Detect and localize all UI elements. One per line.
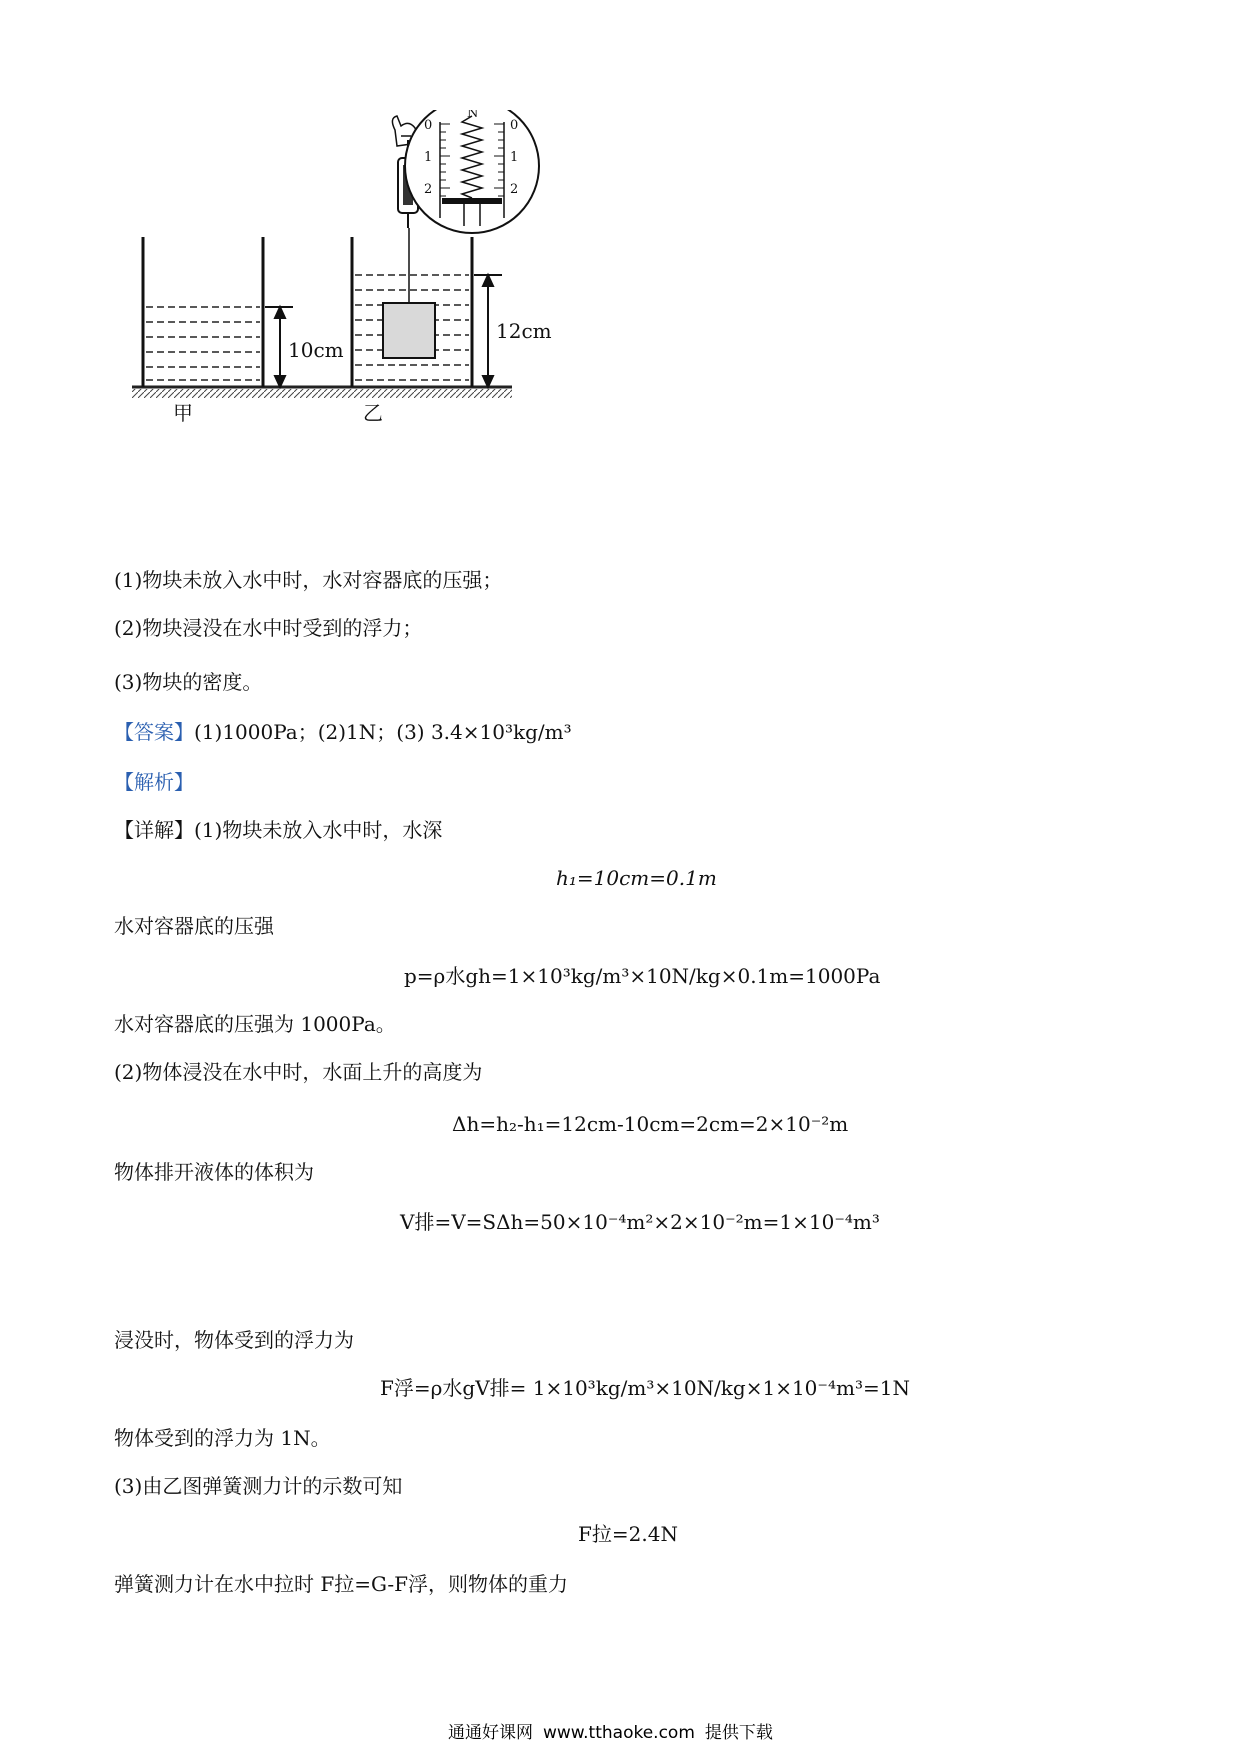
- equation-volume: V排=V=SΔh=50×10⁻⁴m²×2×10⁻²m=1×10⁻⁴m³: [400, 1210, 880, 1234]
- dimension-label-12cm: 12cm: [496, 319, 552, 343]
- gauge-unit-label: N: [467, 110, 479, 121]
- label-jia: 甲: [173, 401, 193, 425]
- answer-tag: 【答案】: [114, 720, 194, 744]
- weight-intro: 弹簧测力计在水中拉时 F拉=G-F浮，则物体的重力: [114, 1572, 568, 1596]
- step2-intro: (2)物体浸没在水中时，水面上升的高度为: [114, 1060, 483, 1084]
- figure-containers: [120, 110, 560, 484]
- detail-step1-intro: (1)物块未放入水中时，水深: [194, 818, 443, 842]
- answer-line: [114, 718, 572, 746]
- footer-note: 提供下载: [704, 1723, 773, 1743]
- gauge-tick-left-2: 2: [424, 182, 433, 197]
- step3-intro: (3)由乙图弹簧测力计的示数可知: [114, 1474, 403, 1498]
- figure-svg: [120, 110, 560, 480]
- buoyancy-result: 物体受到的浮力为 1N。: [114, 1426, 331, 1450]
- pressure-label: 水对容器底的压强: [114, 914, 274, 938]
- gauge-tick-right-2: 2: [510, 182, 519, 197]
- footer: [448, 1722, 783, 1744]
- question-3: (3)物块的密度。: [114, 670, 263, 694]
- gauge-tick-left-1: 1: [424, 150, 433, 165]
- equation-buoyancy: F浮=ρ水gV排= 1×10³kg/m³×10N/kg×1×10⁻⁴m³=1N: [380, 1376, 910, 1400]
- gauge-tick-right-1: 1: [510, 150, 519, 165]
- dimension-label-10cm: 10cm: [288, 338, 344, 362]
- pressure-result: 水对容器底的压强为 1000Pa。: [114, 1012, 396, 1036]
- equation-pull-force: F拉=2.4N: [578, 1522, 678, 1546]
- detail-line-1: [114, 816, 442, 844]
- buoyancy-label: 浸没时，物体受到的浮力为: [114, 1328, 354, 1352]
- gauge-tick-right-0: 0: [510, 118, 519, 133]
- container-jia: [143, 237, 263, 387]
- equation-pressure: p=ρ水gh=1×10³kg/m³×10N/kg×0.1m=1000Pa: [404, 964, 881, 988]
- footer-site-name: 通通好课网: [448, 1723, 533, 1743]
- container-yi: [352, 228, 472, 387]
- label-yi: 乙: [363, 401, 383, 425]
- answer-text: (1)1000Pa；(2)1N；(3) 3.4×10³kg/m³: [194, 720, 572, 744]
- question-2: (2)物块浸没在水中时受到的浮力；: [114, 616, 423, 640]
- block: [383, 303, 435, 358]
- detail-tag: 【详解】: [114, 818, 194, 842]
- analysis-tag: 【解析】: [114, 770, 194, 794]
- equation-delta-h: Δh=h₂-h₁=12cm-10cm=2cm=2×10⁻²m: [452, 1112, 849, 1136]
- volume-label: 物体排开液体的体积为: [114, 1160, 314, 1184]
- footer-url[interactable]: www.tthaoke.com: [543, 1723, 695, 1743]
- ground-hatch: [132, 389, 512, 398]
- gauge-tick-left-0: 0: [424, 118, 433, 133]
- question-1: (1)物块未放入水中时，水对容器底的压强；: [114, 568, 503, 592]
- equation-h1: h₁=10cm=0.1m: [556, 866, 717, 890]
